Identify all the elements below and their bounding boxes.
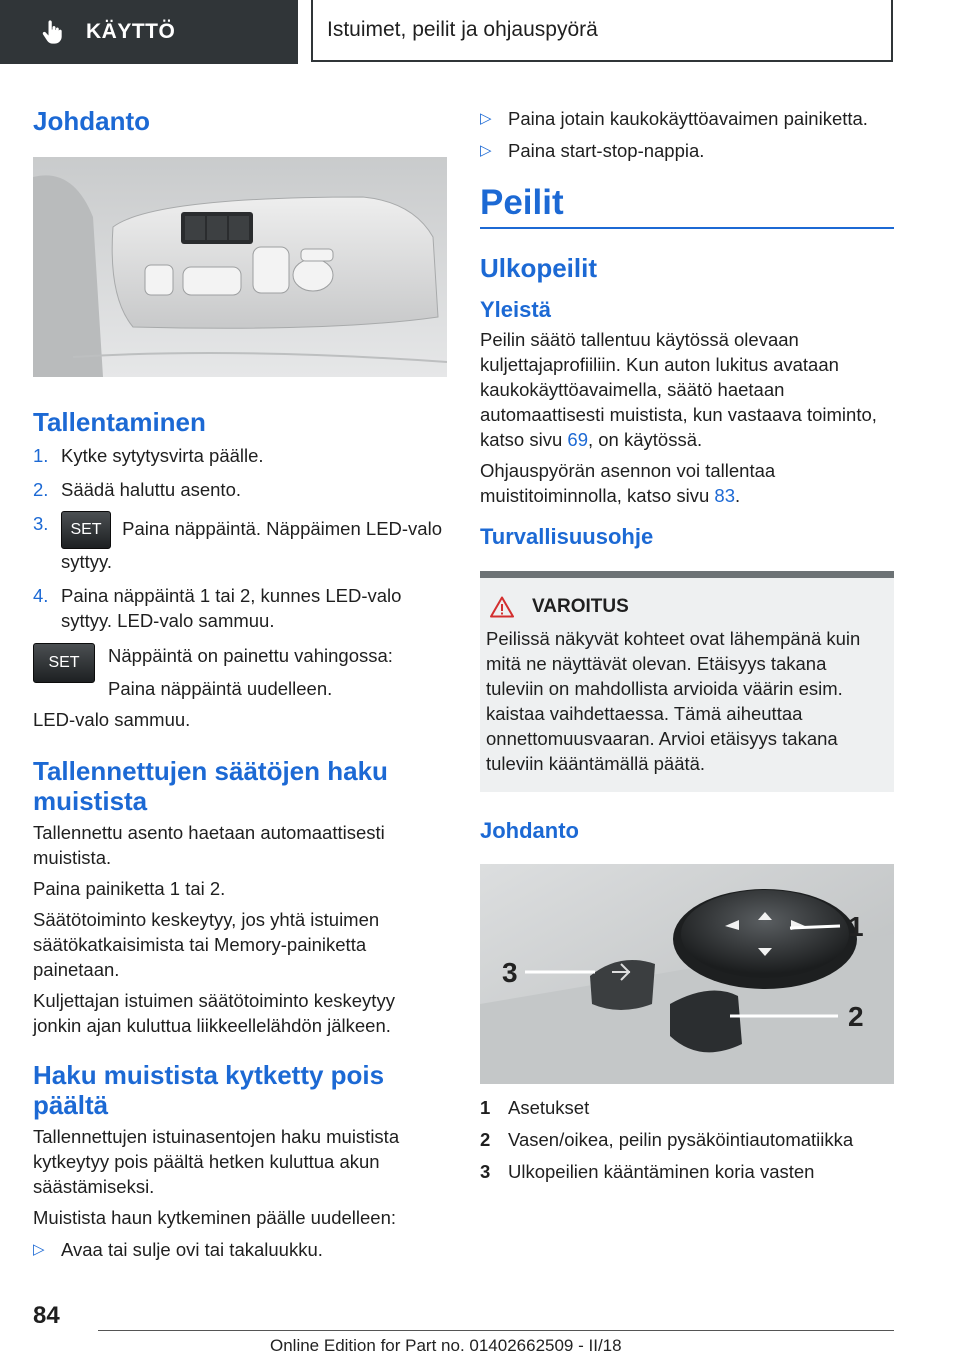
triangle-bullet-icon: ▷ [480,142,492,159]
list-item [480,106,894,131]
warning-label: VAROITUS [532,596,629,617]
set-button-icon: SET [61,511,111,549]
led-off-text: LED-valo sammuu. [33,709,191,730]
page-link-69[interactable]: 69 [567,429,588,450]
list-item [480,138,894,163]
mirror-switch-illustration [480,864,894,1084]
page-number: 84 [33,1302,60,1329]
paragraph: Paina painiketta 1 tai 2. [33,878,226,899]
step-number: 4. [33,585,49,606]
step-number: 3. [33,513,49,534]
list-item [33,443,447,468]
list-item [33,511,447,574]
accidental-press-note [33,643,447,701]
callout-1: 1 [848,911,864,942]
warning-text: Peilissä näkyvät kohteet ovat lähempänä kuin mitä ne näyttävät olevan. Etäisyys takana tuleviin on mahdollista arvioida väärin esim. kaistaa vaihdettaessa. Tämä aiheuttaa onnettomuusvaaran. Arvioi etäisyys takana tuleviin kääntämällä päätä. [486,628,861,774]
mirror-switch-photo [480,864,894,1084]
seat-panel-illustration [33,157,447,377]
legend-row [480,1124,894,1156]
legend-row [480,1092,894,1124]
text-run: Peilin säätö tallentuu käytössä olevaan kuljettajaprofiiliin. Kun auton lukitus avataan kaukokäyttöavaimella, säätö haetaan automaattisesti muistista, kun vastaava toiminto, katso sivu [480,329,877,450]
step-text: Kytke sytytysvirta päälle. [61,445,264,466]
bullet-text: Avaa tai sulje ovi tai takaluukku. [61,1239,323,1260]
right-column [480,98,894,1188]
step-text: Paina näppäintä 1 tai 2, kunnes LED-valo syttyy. LED-valo sammuu. [61,585,402,631]
store-heading: Tallentaminen [33,407,206,437]
callout-2: 2 [848,1001,864,1032]
triangle-bullet-icon: ▷ [33,1241,45,1258]
warning-header [490,596,886,618]
section-tag: KÄYTTÖ [86,20,176,43]
general-heading: Yleistä [480,297,551,322]
step-number: 1. [33,445,49,466]
legend-key: 2 [480,1129,491,1150]
recall-off-heading: Haku muistista kytketty pois päältä [33,1060,385,1120]
mirror-intro-heading: Johdanto [480,818,579,843]
paragraph [480,327,894,452]
recall-heading: Tallennettujen säätöjen haku muistista [33,756,388,816]
paragraph: Tallennettujen istuinasentojen haku muistista kytkeytyy pois päältä hetken kuluttua akun säästämiseksi. [33,1126,400,1197]
step-text: Paina näppäintä. Näppäimen LED-valo syttyy. [61,517,442,572]
text-run: Ohjauspyörän asennon voi tallentaa muistitoiminnolla, katso sivu [480,460,776,506]
bullet-text: Paina jotain kaukokäyttöavaimen painiketta. [508,108,868,129]
accident-note: Näppäintä on painettu vahingossa: [108,645,393,666]
step-number: 2. [33,479,49,500]
footer-rule [98,1330,894,1331]
safety-heading: Turvallisuusohje [480,524,654,549]
left-column [33,98,447,1262]
edition-text: Online Edition for Part no. 01402662509 - II/18 [270,1336,622,1355]
legend-text: Asetukset [508,1097,590,1118]
legend-key: 1 [480,1097,491,1118]
paragraph [480,458,894,508]
warning-triangle-icon [490,596,514,618]
list-item [33,583,447,633]
section-tab [0,0,298,64]
triangle-bullet-icon: ▷ [480,110,492,127]
legend-row [480,1156,894,1188]
press-again-text: Paina näppäintä uudelleen. [108,678,333,699]
set-button-icon: SET [33,643,95,683]
step-text: Säädä haluttu asento. [61,479,242,500]
paragraph: Kuljettajan istuimen säätötoiminto keskeytyy jonkin ajan kuluttua liikkeellelähdön jälkeen. [33,990,395,1036]
list-item [33,477,447,502]
text-run: . [735,485,741,506]
bullet-text: Paina start-stop-nappia. [508,140,705,161]
hand-pointer-icon [38,18,66,46]
legend-text: Vasen/oikea, peilin pysäköintiautomatiikka [508,1129,854,1150]
legend-key: 3 [480,1161,491,1182]
paragraph: Tallennettu asento haetaan automaattisesti muistista. [33,822,385,868]
warning-box [480,571,894,792]
heading-rule [480,227,894,229]
intro-heading: Johdanto [33,106,150,136]
paragraph: Säätötoiminto keskeytyy, jos yhtä istuimen säätökatkaisimista tai Memory-painiketta painetaan. [33,909,380,980]
list-item [33,1237,447,1262]
callout-3: 3 [502,957,518,988]
legend [480,1092,894,1188]
store-steps [33,443,447,633]
outer-mirrors-heading: Ulkopeilit [480,253,598,283]
text-run: , on käytössä. [587,429,703,450]
chapter-title: Istuimet, peilit ja ohjauspyörä [311,0,893,62]
legend-text: Ulkopeilien kääntäminen koria vasten [508,1161,815,1182]
paragraph: Muistista haun kytkeminen päälle uudelleen: [33,1207,397,1228]
page-link-83[interactable]: 83 [714,485,735,506]
seat-memory-buttons-photo [33,157,447,377]
mirrors-heading: Peilit [480,183,564,222]
